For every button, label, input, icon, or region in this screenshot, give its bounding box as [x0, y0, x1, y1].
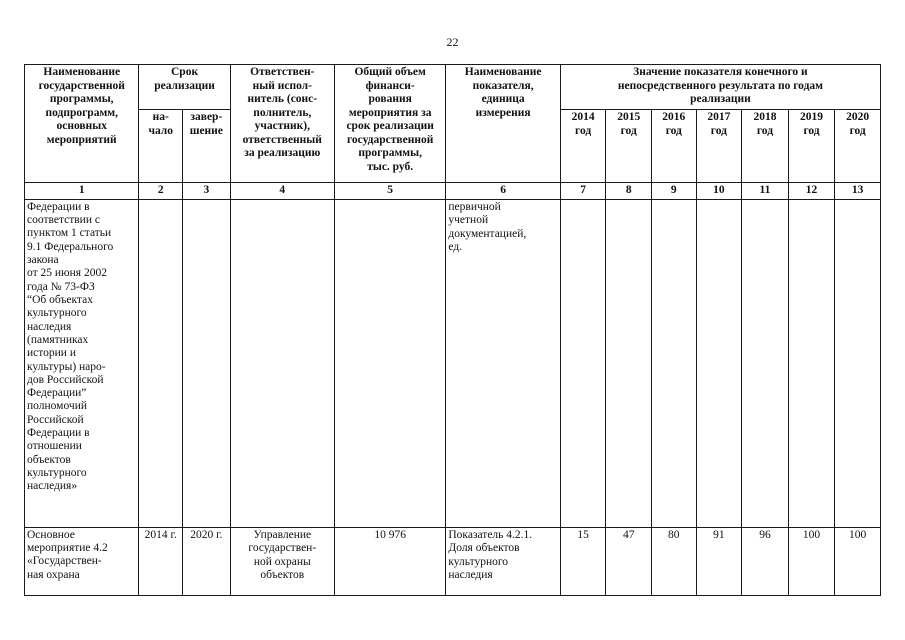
row-value-cell	[560, 199, 606, 527]
column-number: 13	[835, 183, 881, 200]
column-number: 6	[446, 183, 560, 200]
header-year-2017	[696, 110, 742, 183]
header-term-start-text: на- чало	[148, 111, 174, 137]
header-year-2019	[788, 110, 835, 183]
row-value-cell: 47	[606, 527, 652, 595]
header-year-text: 2016 год	[662, 111, 686, 137]
row-value-cell: 15	[560, 527, 606, 595]
row-value-cell: 100	[788, 527, 835, 595]
column-number: 9	[652, 183, 697, 200]
column-number: 3	[183, 183, 231, 200]
column-number: 1	[25, 183, 139, 200]
header-indicator-text: Наименование показателя, единица измерения	[464, 66, 542, 119]
row-indicator-cell: Показатель 4.2.1. Доля объектов культурного наследия	[446, 527, 560, 595]
page-number: 22	[446, 35, 459, 49]
column-number: 11	[742, 183, 789, 200]
row-value-cell: 96	[742, 527, 789, 595]
header-year-2014	[560, 110, 606, 183]
table-row	[25, 527, 881, 595]
header-year-2015	[606, 110, 652, 183]
row-name-cell: Основное мероприятие 4.2 «Государствен- ная охрана	[25, 527, 139, 595]
row-volume-cell	[334, 199, 445, 527]
row-start-cell: 2014 г.	[139, 527, 183, 595]
row-value-cell	[788, 199, 835, 527]
row-value-cell	[606, 199, 652, 527]
header-indicator	[446, 65, 560, 183]
program-indicators-table	[24, 64, 881, 596]
column-number: 5	[334, 183, 445, 200]
header-volume-text: Общий объем финанси- рования мероприятия за срок реализации государственной программы, тыс. руб.	[346, 66, 434, 173]
header-year-text: 2018 год	[753, 111, 777, 137]
row-value-cell: 100	[835, 527, 881, 595]
row-name-cell: Федерации в соответствии с пунктом 1 статьи 9.1 Федерального закона от 25 июня 2002 года № 73-ФЗ “Об объектах культурного наследия (памятниках истории и культуры) наро- дов Российской Федерации” полномочий Российской Федерации в отношении объектов культурного наследия»	[25, 199, 139, 527]
row-start-cell	[139, 199, 183, 527]
header-values-group	[560, 65, 880, 110]
row-end-cell	[183, 199, 231, 527]
column-numbers-row	[25, 183, 881, 200]
header-term-end	[183, 110, 231, 183]
header-year-2016	[652, 110, 697, 183]
header-term-end-text: завер- шение	[189, 111, 223, 137]
column-number: 8	[606, 183, 652, 200]
header-year-2020	[835, 110, 881, 183]
header-name-text: Наименование государственной программы, подпрограмм, основных мероприятий	[38, 66, 125, 146]
header-values-group-text: Значение показателя конечного и непосредственного результата по годам реализации	[617, 66, 823, 106]
row-responsible-cell: Управление государствен- ной охраны объектов	[230, 527, 334, 595]
row-responsible-cell	[230, 199, 334, 527]
header-year-text: 2014 год	[571, 111, 595, 137]
header-responsible	[230, 65, 334, 183]
header-year-text: 2017 год	[707, 111, 731, 137]
column-number: 2	[139, 183, 183, 200]
header-name	[25, 65, 139, 183]
table-row	[25, 199, 881, 527]
row-value-cell: 80	[652, 527, 697, 595]
row-indicator-cell: первичной учетной документацией, ед.	[446, 199, 560, 527]
column-number: 10	[696, 183, 742, 200]
column-number: 7	[560, 183, 606, 200]
column-number: 4	[230, 183, 334, 200]
row-end-cell: 2020 г.	[183, 527, 231, 595]
row-value-cell	[835, 199, 881, 527]
row-value-cell	[652, 199, 697, 527]
header-volume	[334, 65, 445, 183]
header-year-text: 2020 год	[846, 111, 870, 137]
row-value-cell	[696, 199, 742, 527]
row-volume-cell: 10 976	[334, 527, 445, 595]
row-value-cell	[742, 199, 789, 527]
header-term-text: Срок реализации	[154, 66, 215, 92]
header-responsible-text: Ответствен- ный испол- нитель (соис- полнитель, участник), ответственный за реализацию	[242, 66, 322, 160]
header-term	[139, 65, 230, 110]
header-year-2018	[742, 110, 789, 183]
column-number: 12	[788, 183, 835, 200]
header-year-text: 2015 год	[617, 111, 641, 137]
header-year-text: 2019 год	[800, 111, 824, 137]
header-term-start	[139, 110, 183, 183]
row-value-cell: 91	[696, 527, 742, 595]
